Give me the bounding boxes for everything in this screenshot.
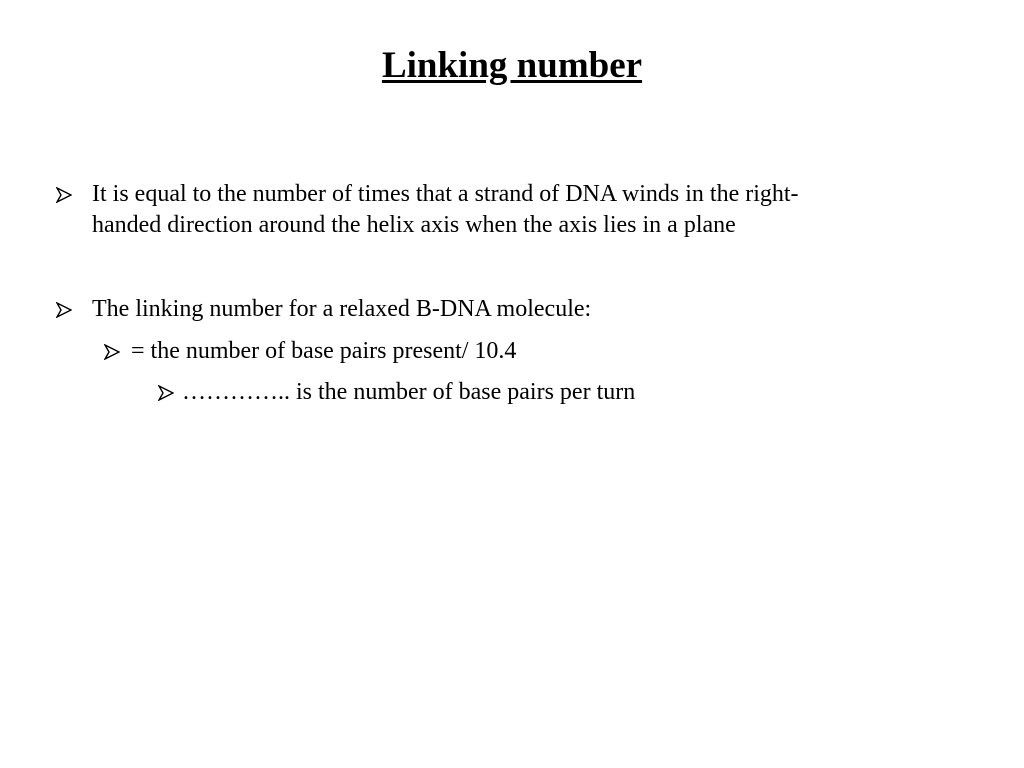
arrow-bullet-icon bbox=[158, 377, 176, 408]
bullet-text: The linking number for a relaxed B-DNA molecule: bbox=[92, 296, 592, 322]
bullet-text-line: handed direction around the helix axis when the axis lies in a plane bbox=[92, 212, 736, 238]
arrow-bullet-icon bbox=[56, 179, 74, 210]
sub-bullet-item bbox=[131, 336, 931, 367]
sub-bullet-text: = the number of base pairs present/ 10.4 bbox=[131, 338, 517, 364]
bullet-item bbox=[92, 179, 952, 241]
slide-title: Linking number bbox=[381, 45, 643, 86]
arrow-bullet-icon bbox=[56, 294, 74, 325]
bullet-item bbox=[92, 294, 952, 325]
arrow-bullet-icon bbox=[104, 336, 122, 367]
bullet-text-line: It is equal to the number of times that a strand of DNA winds in the right- bbox=[92, 181, 799, 207]
sub-sub-bullet-text: ………….. is the number of base pairs per turn bbox=[182, 379, 636, 405]
sub-sub-bullet-item bbox=[182, 377, 942, 408]
